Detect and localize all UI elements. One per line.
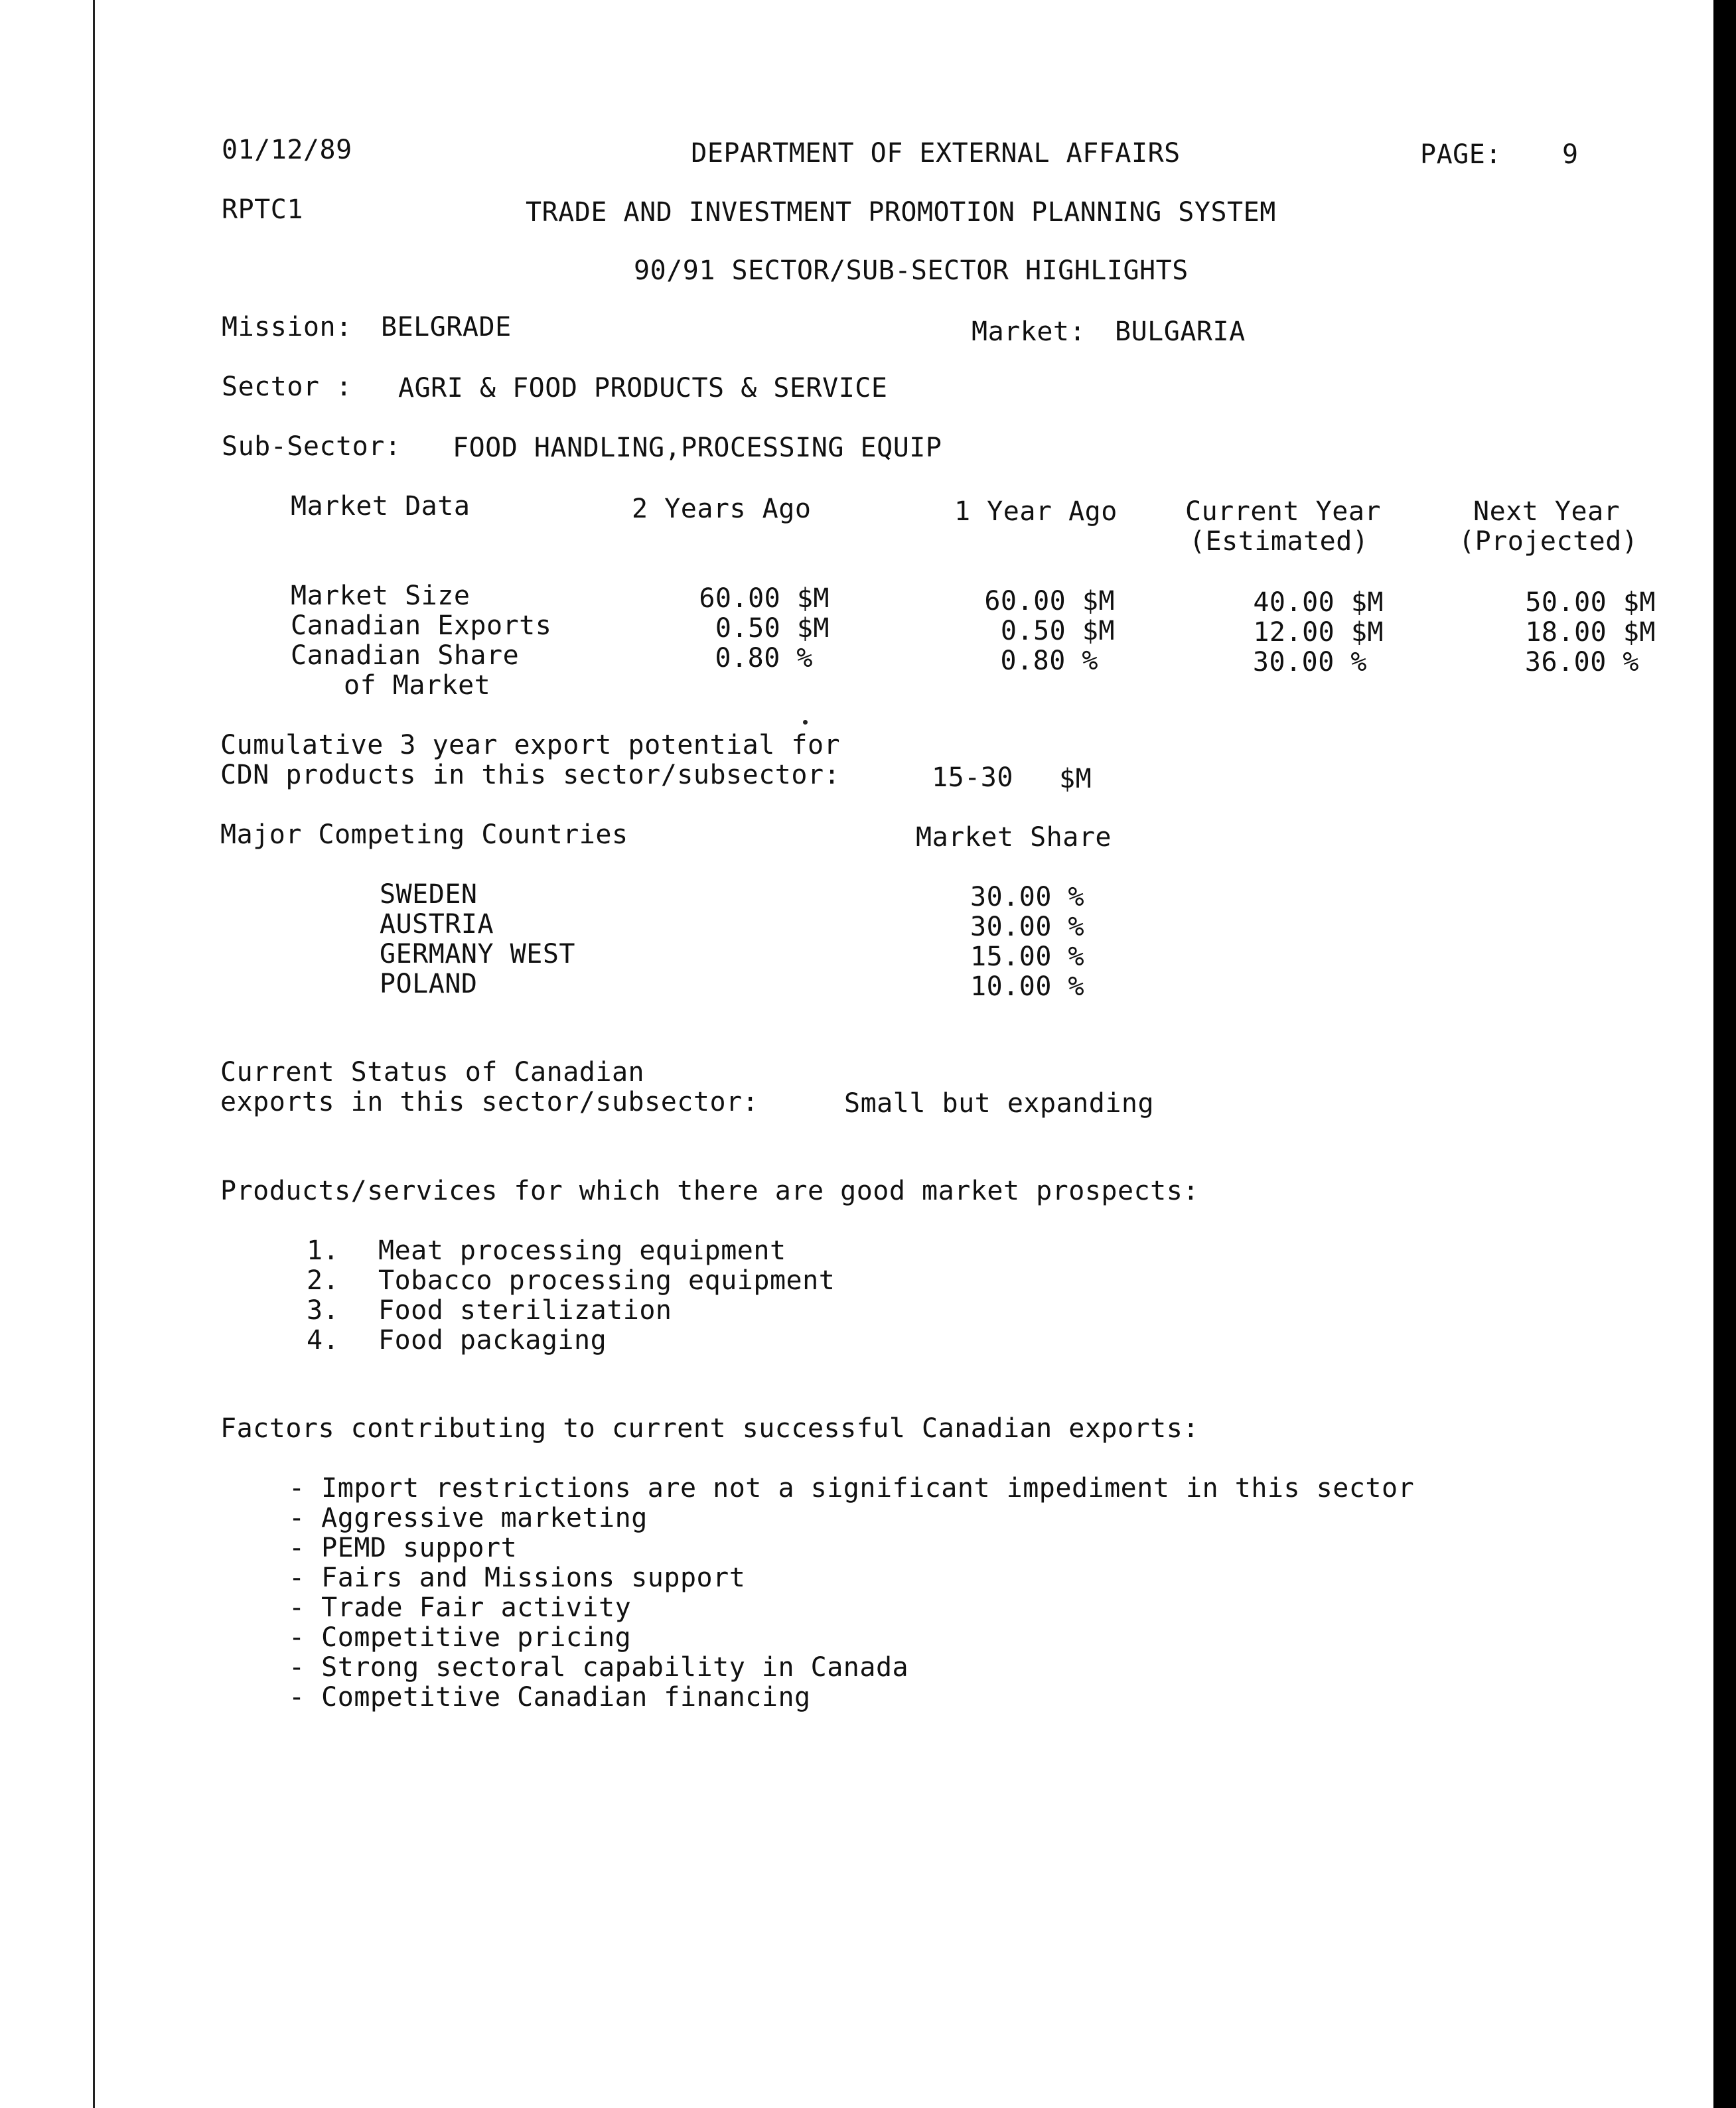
scan-left-edge [93,0,95,2108]
row-label: Market Size [291,581,470,611]
prospect-item: Food packaging [378,1325,607,1356]
competitor-country: GERMANY WEST [380,939,575,969]
row-value: 60.00 $M [699,583,830,614]
factor-item: - Trade Fair activity [289,1592,632,1623]
sub-sector-label: Sub-Sector: [222,431,401,462]
factor-item: - Fairs and Missions support [289,1563,746,1593]
mission-value: BELGRADE [381,312,512,342]
system-title: TRADE AND INVESTMENT PROMOTION PLANNING SYSTEM [526,197,1276,228]
scan-right-edge [1713,0,1736,2108]
col-2-years-ago: 2 Years Ago [632,494,812,524]
competitor-share: 30.00 % [970,912,1085,942]
prospect-item: Meat processing equipment [378,1235,786,1266]
sector-value: AGRI & FOOD PRODUCTS & SERVICE [398,373,888,403]
factor-item: - PEMD support [289,1533,518,1563]
prospect-item: Food sterilization [378,1295,672,1326]
department-name: DEPARTMENT OF EXTERNAL AFFAIRS [691,138,1181,169]
competitor-share: 15.00 % [970,942,1085,972]
page-number: 9 [1562,139,1579,170]
page-label: PAGE: [1420,139,1502,170]
factor-item: - Aggressive marketing [289,1503,648,1533]
row-value: 18.00 $M [1525,617,1656,648]
competitor-country: POLAND [380,969,478,999]
competitor-country: AUSTRIA [380,909,494,940]
competitor-share: 30.00 % [970,882,1085,912]
col-next-year: Next Year [1473,496,1621,527]
row-value: 36.00 % [1524,647,1639,677]
prospect-item: Tobacco processing equipment [378,1265,835,1296]
row-value: 0.50 $M [1000,616,1115,646]
status-line-2: exports in this sector/subsector: [220,1087,759,1117]
row-value: 12.00 $M [1253,617,1384,648]
prospect-number: 3. [307,1295,340,1326]
col-next-year-sub: (Projected) [1459,526,1638,557]
market-value: BULGARIA [1115,316,1246,347]
mission-label: Mission: [222,312,352,342]
prospects-heading: Products/services for which there are good market prospects: [220,1176,1199,1206]
row-value: 40.00 $M [1253,587,1384,618]
status-line-1: Current Status of Canadian [220,1057,645,1088]
row-label: Canadian Exports [291,610,552,641]
row-value: 0.80 % [1000,646,1098,676]
competitor-country: SWEDEN [380,879,478,910]
row-label: Canadian Share [291,640,520,671]
market-label: Market: [972,316,1086,347]
row-value: 60.00 $M [984,586,1115,616]
competitor-share: 10.00 % [970,971,1085,1002]
status-value: Small but expanding [844,1088,1155,1119]
row-value: 0.80 % [715,643,813,673]
prospect-number: 1. [307,1235,340,1266]
factor-item: - Competitive pricing [289,1622,632,1653]
row-label-cont: of Market [344,670,491,701]
factor-item: - Import restrictions are not a significant impediment in this sector [289,1473,1415,1504]
col-current-year: Current Year [1185,496,1381,527]
report-code: RPTC1 [222,194,303,225]
row-value: 30.00 % [1252,647,1367,677]
scan-speck [803,720,808,725]
col-1-year-ago: 1 Year Ago [954,496,1118,527]
factor-item: - Strong sectoral capability in Canada [289,1652,909,1683]
market-share-header: Market Share [916,822,1112,853]
potential-value: 15-30 [932,762,1013,793]
row-value: 0.50 $M [715,613,830,644]
prospect-number: 4. [307,1325,340,1356]
potential-line-1: Cumulative 3 year export potential for [220,730,841,760]
sector-label: Sector : [222,372,352,402]
factors-heading: Factors contributing to current successful Canadian exports: [220,1413,1199,1444]
sub-sector-value: FOOD HANDLING,PROCESSING EQUIP [453,433,942,463]
factor-item: - Competitive Canadian financing [289,1682,811,1713]
potential-line-2: CDN products in this sector/subsector: [220,760,841,790]
market-data-header: Market Data [291,491,470,522]
report-title: 90/91 SECTOR/SUB-SECTOR HIGHLIGHTS [634,255,1189,286]
report-date: 01/12/89 [222,135,352,165]
prospect-number: 2. [307,1265,340,1296]
potential-unit: $M [1059,764,1092,794]
row-value: 50.00 $M [1525,587,1656,618]
competitors-header: Major Competing Countries [220,819,628,850]
col-current-year-sub: (Estimated) [1189,526,1369,557]
